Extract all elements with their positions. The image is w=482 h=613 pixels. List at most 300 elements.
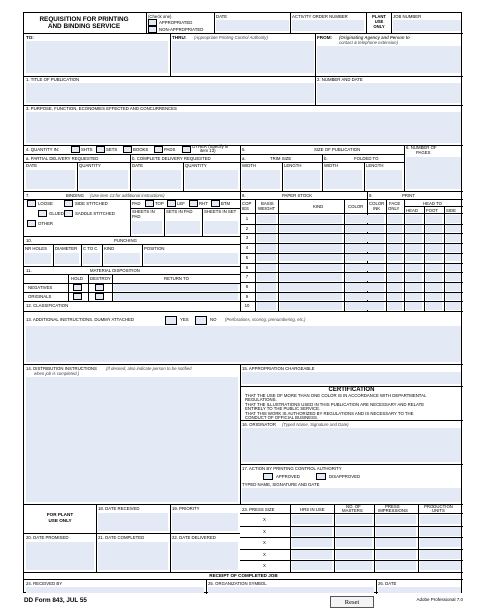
non-appropriated-label: NON-APPROPRIATED bbox=[159, 27, 204, 32]
binding-number: 7. bbox=[26, 193, 30, 198]
certification-text: THAT THE USE OF MORE THAN ONE COLOR IS IN ACCORDANCE WITH DEPARTMENTAL REGULATIONS. THAT THE ILLUSTRATIONS USED IN THIS PUBLICATION ARE NECESSARY AND RELATE ENTIRELY TO THE PUBLIC SERVICE. THAT THIS WORK IS AUTHORIZED BY REGULATIONS AND IS NECESSARY TO THE CONDUCT OF OFFICIAL BUSINESS. bbox=[245, 393, 427, 421]
masters-label2: MASTERS bbox=[342, 508, 363, 513]
date-completed-field[interactable] bbox=[98, 542, 168, 570]
ink-color-field[interactable] bbox=[388, 234, 402, 242]
paper-kind-label: KIND bbox=[313, 204, 324, 209]
paper-color-field[interactable] bbox=[346, 293, 384, 301]
position-field[interactable] bbox=[144, 253, 238, 264]
paper-kind-field[interactable] bbox=[280, 254, 342, 262]
paper-color-field[interactable] bbox=[346, 302, 384, 310]
punch-kind-field[interactable] bbox=[104, 253, 140, 264]
press-row-x: X bbox=[263, 517, 266, 522]
side-stitched-label: SIDE STITCHED bbox=[75, 201, 108, 206]
face-only-label: FACE bbox=[389, 201, 401, 206]
size-of-publication-label: SIZE OF PUBLICATION bbox=[314, 147, 361, 152]
foot-field[interactable] bbox=[446, 264, 461, 272]
head-field[interactable] bbox=[426, 283, 442, 291]
trim-a-label: a. bbox=[242, 156, 246, 161]
paper-kind-field[interactable] bbox=[280, 283, 342, 291]
approved-label: APPROVED bbox=[276, 474, 300, 479]
non-appropriated-checkbox[interactable] bbox=[148, 26, 157, 33]
saddle-stitched-checkbox[interactable] bbox=[64, 210, 73, 217]
ink-color-field[interactable] bbox=[388, 293, 402, 301]
other-specify-label2: item 13) bbox=[200, 148, 216, 153]
priority-label: 19. PRIORITY bbox=[172, 506, 200, 511]
diameter-label: DIAMETER bbox=[55, 246, 78, 251]
impressions-label2: IMPRESSIONS bbox=[378, 508, 408, 513]
requisition-form bbox=[23, 12, 462, 593]
quantity-in-label: 4. QUANTITY IN: bbox=[26, 147, 60, 152]
punching-label: PUNCHING bbox=[114, 238, 137, 243]
ink-color-label: COLOR bbox=[369, 201, 385, 206]
form-identifier: DD Form 843, JUL 55 bbox=[24, 597, 87, 604]
sheets-in-set-label: SHEETS IN SET bbox=[204, 209, 237, 214]
pad-top-label: TOP bbox=[155, 201, 164, 206]
masters-field[interactable] bbox=[336, 538, 372, 547]
partial-quantity-field[interactable] bbox=[79, 170, 128, 189]
form-title-line2: AND BINDING SERVICE bbox=[47, 23, 121, 30]
masters-field[interactable] bbox=[336, 527, 372, 536]
masters-field[interactable] bbox=[336, 550, 372, 559]
press-size-label: 23. PRESS SIZE bbox=[242, 507, 275, 512]
paper-kind-field[interactable] bbox=[280, 273, 342, 281]
face-only-field[interactable] bbox=[406, 225, 422, 233]
face-only-field[interactable] bbox=[406, 234, 422, 242]
number-and-date-label: 2. NUMBER AND DATE bbox=[317, 77, 363, 82]
foot-field[interactable] bbox=[446, 215, 461, 223]
ink-color-field[interactable] bbox=[388, 254, 402, 262]
binding-hint: (Use item 13 for additional instructions) bbox=[90, 193, 165, 198]
basis-weight-label: BASIS bbox=[261, 201, 274, 206]
check-one-label: (Check one) bbox=[148, 14, 172, 19]
nr-holes-label: NR HOLES bbox=[25, 246, 47, 251]
production-units-label2: UNITS bbox=[432, 508, 445, 513]
number-and-date-field[interactable] bbox=[317, 83, 461, 103]
additional-instructions-hint: (Perforations, scoring, prenumbering, etc.) bbox=[225, 317, 306, 322]
print-number: 9. bbox=[369, 193, 373, 198]
trim-width-field[interactable] bbox=[242, 170, 280, 189]
disapproved-checkbox[interactable] bbox=[316, 473, 326, 480]
complete-date-label: DATE bbox=[132, 163, 144, 168]
trim-length-label: LENGTH bbox=[284, 163, 302, 168]
originals-destroy-checkbox[interactable] bbox=[95, 293, 104, 300]
partial-quantity-label: QUANTITY bbox=[79, 163, 101, 168]
distribution-label: 14. DISTRIBUTION INSTRUCTIONS bbox=[26, 366, 97, 371]
foot-field[interactable] bbox=[446, 244, 461, 252]
basis-weight-field[interactable] bbox=[257, 264, 276, 272]
job-number-field[interactable] bbox=[393, 20, 461, 31]
face-only-field[interactable] bbox=[406, 244, 422, 252]
paper-color-field[interactable] bbox=[346, 254, 384, 262]
paper-row-number: 10 bbox=[244, 303, 250, 309]
date-received-label: 18. DATE RECEIVED bbox=[98, 506, 140, 511]
return-to-label: RETURN TO bbox=[164, 276, 189, 281]
face-only-field[interactable] bbox=[406, 215, 422, 223]
originals-return-to-field[interactable] bbox=[114, 293, 238, 300]
face-only-field[interactable] bbox=[406, 302, 422, 310]
masters-field[interactable] bbox=[336, 561, 372, 570]
paper-kind-field[interactable] bbox=[280, 225, 342, 233]
date-promised-label: 20. DATE PROMISED bbox=[26, 535, 69, 540]
punching-number: 10. bbox=[26, 238, 32, 243]
negatives-label: NEGATIVES bbox=[28, 285, 53, 290]
reset-button[interactable]: Reset bbox=[330, 596, 374, 608]
organization-symbol-field[interactable] bbox=[208, 587, 374, 593]
head-to-label: HEAD TO bbox=[423, 201, 442, 206]
pad-bottom-checkbox[interactable] bbox=[211, 200, 220, 207]
receipt-title: RECEIPT OF COMPLETED JOB bbox=[209, 573, 278, 578]
classification-label: 12. CLASSIFICATION bbox=[26, 303, 69, 308]
appropriation-label: 15. APPROPRIATION CHARGEABLE bbox=[242, 366, 315, 371]
position-label: POSITION bbox=[144, 246, 165, 251]
face-only-field[interactable] bbox=[406, 283, 422, 291]
complete-date-field[interactable] bbox=[132, 170, 181, 189]
impressions-field[interactable] bbox=[376, 538, 416, 547]
press-row-x: X bbox=[263, 528, 266, 534]
print-label: PRINT bbox=[402, 193, 415, 198]
paper-color-label: COLOR bbox=[348, 204, 364, 209]
paper-kind-field[interactable] bbox=[280, 264, 342, 272]
paper-row-number: 1 bbox=[245, 216, 249, 221]
from-field[interactable] bbox=[317, 46, 461, 73]
foot-field[interactable] bbox=[446, 283, 461, 291]
hrs-in-use-label: HRS IN USE bbox=[300, 507, 325, 512]
head-field[interactable] bbox=[426, 302, 442, 310]
masters-field[interactable] bbox=[336, 515, 372, 524]
binding-label: BINDING bbox=[66, 193, 84, 198]
priority-field[interactable] bbox=[172, 513, 238, 531]
paper-row-number: 8 bbox=[245, 283, 249, 289]
production-units-field[interactable] bbox=[420, 527, 461, 536]
paper-color-field[interactable] bbox=[346, 215, 384, 223]
ink-color-field[interactable] bbox=[388, 283, 402, 291]
foot-field[interactable] bbox=[446, 293, 461, 301]
additional-instructions-field[interactable] bbox=[26, 326, 461, 362]
date-field[interactable] bbox=[216, 20, 289, 31]
ink-color-field[interactable] bbox=[388, 225, 402, 233]
distribution-hint2: when job is completed.) bbox=[34, 371, 80, 376]
foot-field[interactable] bbox=[446, 254, 461, 262]
dummy-yes-label: YES bbox=[180, 317, 189, 322]
punch-kind-label: KIND bbox=[104, 246, 115, 251]
impressions-field[interactable] bbox=[376, 561, 416, 570]
copies-label: COP bbox=[242, 201, 252, 206]
date-label: DATE bbox=[216, 14, 228, 19]
title-of-publication-field[interactable] bbox=[26, 83, 314, 103]
typed-name-label: TYPED NAME, SIGNATURE AND DATE bbox=[242, 482, 320, 487]
approved-checkbox[interactable] bbox=[263, 473, 273, 480]
head-label: HEAD bbox=[406, 208, 418, 213]
paper-color-field[interactable] bbox=[346, 225, 384, 233]
head-field[interactable] bbox=[426, 244, 442, 252]
masters-label: NO. OF bbox=[346, 504, 361, 509]
job-number-label: JOB NUMBER bbox=[393, 14, 422, 19]
folded-length-label: LENGTH bbox=[366, 163, 384, 168]
dummy-no-checkbox[interactable] bbox=[195, 316, 207, 325]
side-label: SIDE bbox=[446, 208, 457, 213]
date-received-field[interactable] bbox=[98, 513, 168, 531]
thru-field[interactable] bbox=[172, 41, 314, 73]
form-title-line1: REQUISITION FOR PRINTING bbox=[39, 16, 129, 23]
adobe-version: Adobe Professional 7.0 bbox=[416, 597, 463, 602]
face-only-label2: ONLY bbox=[388, 206, 400, 211]
plant-use-only: PLANT USE ONLY bbox=[372, 14, 386, 29]
originator-hint: (Typed Name, Signature and Date) bbox=[282, 422, 349, 427]
from-label: FROM: bbox=[317, 35, 333, 40]
other-binding-checkbox[interactable] bbox=[27, 220, 36, 227]
date-delivered-label: 22. DATE DELIVERED bbox=[172, 535, 216, 540]
paper-kind-field[interactable] bbox=[280, 234, 342, 242]
pad-right-label: RHT bbox=[199, 201, 208, 206]
form-title bbox=[24, 16, 144, 30]
pad-left-checkbox[interactable] bbox=[167, 200, 176, 207]
impressions-field[interactable] bbox=[376, 527, 416, 536]
receipt-date-label: 26. DATE bbox=[378, 581, 397, 586]
ink-color-field[interactable] bbox=[388, 264, 402, 272]
basis-weight-field[interactable] bbox=[257, 293, 276, 301]
loose-checkbox[interactable] bbox=[27, 200, 36, 207]
paper-color-field[interactable] bbox=[346, 264, 384, 272]
foot-field[interactable] bbox=[446, 302, 461, 310]
folded-b-label: b. bbox=[324, 156, 328, 161]
head-field[interactable] bbox=[426, 254, 442, 262]
originals-label: ORIGINALS bbox=[28, 294, 52, 299]
books-checkbox[interactable] bbox=[123, 146, 132, 153]
complete-delivery-label: b. COMPLETE DELIVERY REQUESTED bbox=[132, 156, 211, 161]
other-binding-label: OTHER bbox=[38, 221, 54, 226]
disapproved-label: DISAPPROVED bbox=[329, 474, 361, 479]
number-of-pages-label2: PAGES bbox=[416, 150, 431, 155]
sheets-in-pad-label2: PAD bbox=[132, 214, 141, 219]
head-field[interactable] bbox=[426, 273, 442, 281]
paper-row-number: 3 bbox=[245, 235, 249, 241]
appropriated-checkbox[interactable] bbox=[148, 19, 157, 26]
impressions-field[interactable] bbox=[376, 550, 416, 559]
paper-kind-field[interactable] bbox=[280, 215, 342, 223]
trim-length-field[interactable] bbox=[284, 170, 320, 189]
action-by-pca-label: 17. ACTION BY PRINTING CONTROL AUTHORITY bbox=[242, 466, 342, 471]
pads-label: PADS bbox=[164, 147, 176, 152]
pad-label: PAD bbox=[132, 201, 141, 206]
hrs-in-use-field[interactable] bbox=[292, 527, 332, 536]
distribution-field[interactable] bbox=[26, 377, 238, 502]
pad-right-checkbox[interactable] bbox=[189, 200, 198, 207]
paper-color-field[interactable] bbox=[346, 283, 384, 291]
certification-title: CERTIFICATION bbox=[328, 387, 375, 393]
paper-stock-number: 8. bbox=[242, 193, 246, 198]
paper-stock-label: PAPER STOCK bbox=[282, 193, 313, 198]
ink-color-field[interactable] bbox=[388, 302, 402, 310]
destroy-label: DESTROY bbox=[90, 276, 111, 281]
material-disposition-number: 11. bbox=[26, 268, 32, 273]
basis-weight-field[interactable] bbox=[257, 244, 276, 252]
basis-weight-field[interactable] bbox=[257, 302, 276, 310]
face-only-field[interactable] bbox=[406, 264, 422, 272]
production-units-label: PRODUCTION bbox=[424, 504, 453, 509]
head-field[interactable] bbox=[426, 225, 442, 233]
basis-weight-field[interactable] bbox=[257, 254, 276, 262]
for-plant-use-only: FOR PLANT USE ONLY bbox=[46, 512, 74, 523]
from-hint: (Originating Agency and Person to bbox=[339, 35, 410, 40]
received-by-label: 24. RECEIVED BY bbox=[26, 581, 63, 586]
section-5-number: 5. bbox=[242, 147, 246, 152]
sheets-in-pad-field[interactable] bbox=[132, 221, 162, 234]
paper-row-number: 5 bbox=[245, 254, 249, 260]
press-row-x: X bbox=[263, 563, 266, 569]
hrs-in-use-field[interactable] bbox=[292, 538, 332, 547]
purpose-label: 3. PURPOSE, FUNCTION, ECONOMIES EFFECTED AND CONCURRENCES bbox=[26, 106, 177, 111]
title-of-publication-label: 1. TITLE OF PUBLICATION bbox=[26, 77, 80, 82]
received-by-field[interactable] bbox=[26, 587, 204, 593]
side-stitched-checkbox[interactable] bbox=[64, 200, 73, 207]
basis-weight-field[interactable] bbox=[257, 234, 276, 242]
negatives-return-to-field[interactable] bbox=[114, 284, 238, 291]
impressions-field[interactable] bbox=[376, 515, 416, 524]
head-field[interactable] bbox=[426, 264, 442, 272]
production-units-field[interactable] bbox=[420, 550, 461, 559]
paper-kind-field[interactable] bbox=[280, 293, 342, 301]
paper-color-field[interactable] bbox=[346, 244, 384, 252]
complete-quantity-label: QUANTITY bbox=[185, 163, 207, 168]
number-of-pages-field[interactable] bbox=[406, 157, 461, 189]
date-promised-field[interactable] bbox=[26, 542, 94, 570]
ink-color-field[interactable] bbox=[388, 244, 402, 252]
production-units-field[interactable] bbox=[420, 561, 461, 570]
pad-top-checkbox[interactable] bbox=[145, 200, 154, 207]
receipt-date-field[interactable] bbox=[378, 587, 461, 593]
distribution-hint: (If desired, also indicate person to be notified bbox=[106, 366, 192, 371]
face-only-field[interactable] bbox=[406, 273, 422, 281]
shts-checkbox[interactable] bbox=[71, 146, 80, 153]
paper-kind-field[interactable] bbox=[280, 302, 342, 310]
folded-to-label: FOLDED TO bbox=[354, 156, 379, 161]
paper-color-field[interactable] bbox=[346, 273, 384, 281]
material-disposition-label: MATERIAL DISPOSITION bbox=[90, 268, 140, 273]
appropriation-field[interactable] bbox=[242, 372, 461, 384]
dummy-yes-checkbox[interactable] bbox=[165, 316, 177, 325]
head-field[interactable] bbox=[426, 293, 442, 301]
glued-label: GLUED bbox=[49, 211, 64, 216]
negatives-destroy-checkbox[interactable] bbox=[95, 284, 104, 291]
basis-weight-field[interactable] bbox=[257, 283, 276, 291]
shts-label: SHTS bbox=[81, 147, 93, 152]
face-only-field[interactable] bbox=[406, 293, 422, 301]
basis-weight-field[interactable] bbox=[257, 215, 276, 223]
basis-weight-field[interactable] bbox=[257, 225, 276, 233]
basis-weight-label2: WEIGHT bbox=[258, 206, 276, 211]
thru-hint: (Appropriate Printing Control Authority) bbox=[194, 35, 268, 40]
sets-checkbox[interactable] bbox=[96, 146, 105, 153]
pca-signature-field[interactable] bbox=[242, 488, 461, 502]
impressions-label: PRESS bbox=[385, 504, 400, 509]
to-label: TO: bbox=[26, 35, 34, 40]
paper-row-number: 4 bbox=[245, 245, 249, 251]
basis-weight-field[interactable] bbox=[257, 273, 276, 281]
c-to-c-field[interactable] bbox=[83, 253, 100, 264]
activity-order-number-label: ACTIVITY ORDER NUMBER bbox=[292, 14, 348, 19]
partial-date-label: DATE bbox=[26, 163, 38, 168]
paper-color-field[interactable] bbox=[346, 234, 384, 242]
press-row-x: X bbox=[263, 540, 266, 546]
paper-row-number: 6 bbox=[245, 264, 249, 270]
glued-checkbox[interactable] bbox=[38, 210, 47, 217]
nr-holes-field[interactable] bbox=[25, 253, 51, 264]
originator-field[interactable] bbox=[242, 428, 461, 462]
complete-quantity-field[interactable] bbox=[185, 170, 238, 189]
books-label: BOOKS bbox=[133, 147, 149, 152]
loose-label: LOOSE bbox=[38, 201, 53, 206]
folded-width-label: WIDTH bbox=[324, 163, 339, 168]
saddle-stitched-label: SADDLE STITCHED bbox=[75, 211, 115, 216]
foot-field[interactable] bbox=[446, 273, 461, 281]
sets-in-pad-label: SETS IN PAD bbox=[166, 209, 193, 214]
additional-instructions-label: 13. ADDITIONAL INSTRUCTIONS. DUMMY ATTACHED bbox=[26, 317, 134, 322]
partial-date-field[interactable] bbox=[26, 170, 75, 189]
pad-bottom-label: BTM bbox=[221, 201, 231, 206]
negatives-hold-checkbox[interactable] bbox=[73, 284, 82, 291]
hold-label: HOLD bbox=[71, 276, 83, 281]
sheets-in-set-field[interactable] bbox=[204, 221, 238, 234]
pad-left-label: LEF bbox=[177, 201, 185, 206]
foot-label: FOOT bbox=[426, 208, 438, 213]
folded-length-field[interactable] bbox=[366, 170, 402, 189]
date-completed-label: 21. DATE COMPLETED bbox=[98, 535, 145, 540]
press-row-x: X bbox=[263, 551, 266, 557]
pads-checkbox[interactable] bbox=[154, 146, 163, 153]
hrs-in-use-field[interactable] bbox=[292, 550, 332, 559]
paper-row-number: 2 bbox=[245, 225, 249, 231]
sets-in-pad-field[interactable] bbox=[166, 221, 200, 234]
ink-color-field[interactable] bbox=[388, 215, 402, 223]
purpose-field[interactable] bbox=[26, 112, 461, 143]
activity-order-number-field[interactable] bbox=[292, 20, 364, 31]
from-hint2: contact & telephone extension) bbox=[339, 40, 399, 45]
ink-color-field[interactable] bbox=[388, 273, 402, 281]
to-field[interactable] bbox=[26, 41, 168, 73]
other-quantity-checkbox[interactable] bbox=[182, 146, 191, 153]
hrs-in-use-field[interactable] bbox=[292, 561, 332, 570]
head-field[interactable] bbox=[426, 215, 442, 223]
copies-label2: IES bbox=[242, 206, 249, 211]
c-to-c-label: C TO C bbox=[83, 246, 98, 251]
trim-size-label: TRIM SIZE bbox=[270, 156, 292, 161]
paper-row-number: 7 bbox=[245, 274, 249, 280]
hrs-in-use-field[interactable] bbox=[292, 515, 332, 524]
foot-field[interactable] bbox=[446, 234, 461, 242]
trim-width-label: WIDTH bbox=[242, 163, 257, 168]
partial-delivery-label: a. PARTIAL DELIVERY REQUESTED bbox=[26, 156, 99, 161]
ink-color-label2: INK bbox=[373, 206, 381, 211]
folded-width-field[interactable] bbox=[324, 170, 362, 189]
appropriated-label: APPROPRIATED bbox=[159, 20, 193, 25]
production-units-field[interactable] bbox=[420, 515, 461, 524]
paper-row-number: 9 bbox=[245, 293, 249, 299]
thru-label: THRU: bbox=[172, 35, 187, 40]
paper-kind-field[interactable] bbox=[280, 244, 342, 252]
production-units-field[interactable] bbox=[420, 538, 461, 547]
originals-hold-checkbox[interactable] bbox=[73, 293, 82, 300]
diameter-field[interactable] bbox=[55, 253, 79, 264]
sets-label: SETS bbox=[106, 147, 118, 152]
face-only-field[interactable] bbox=[406, 254, 422, 262]
organization-symbol-label: 25. ORGANIZATION SYMBOL bbox=[208, 581, 267, 586]
dummy-no-label: NO bbox=[210, 317, 217, 322]
foot-field[interactable] bbox=[446, 225, 461, 233]
head-field[interactable] bbox=[426, 234, 442, 242]
sheets-in-pad-label: SHEETS IN bbox=[132, 209, 155, 214]
date-delivered-field[interactable] bbox=[172, 542, 238, 570]
originator-label: 16. ORIGINATOR bbox=[242, 422, 276, 427]
